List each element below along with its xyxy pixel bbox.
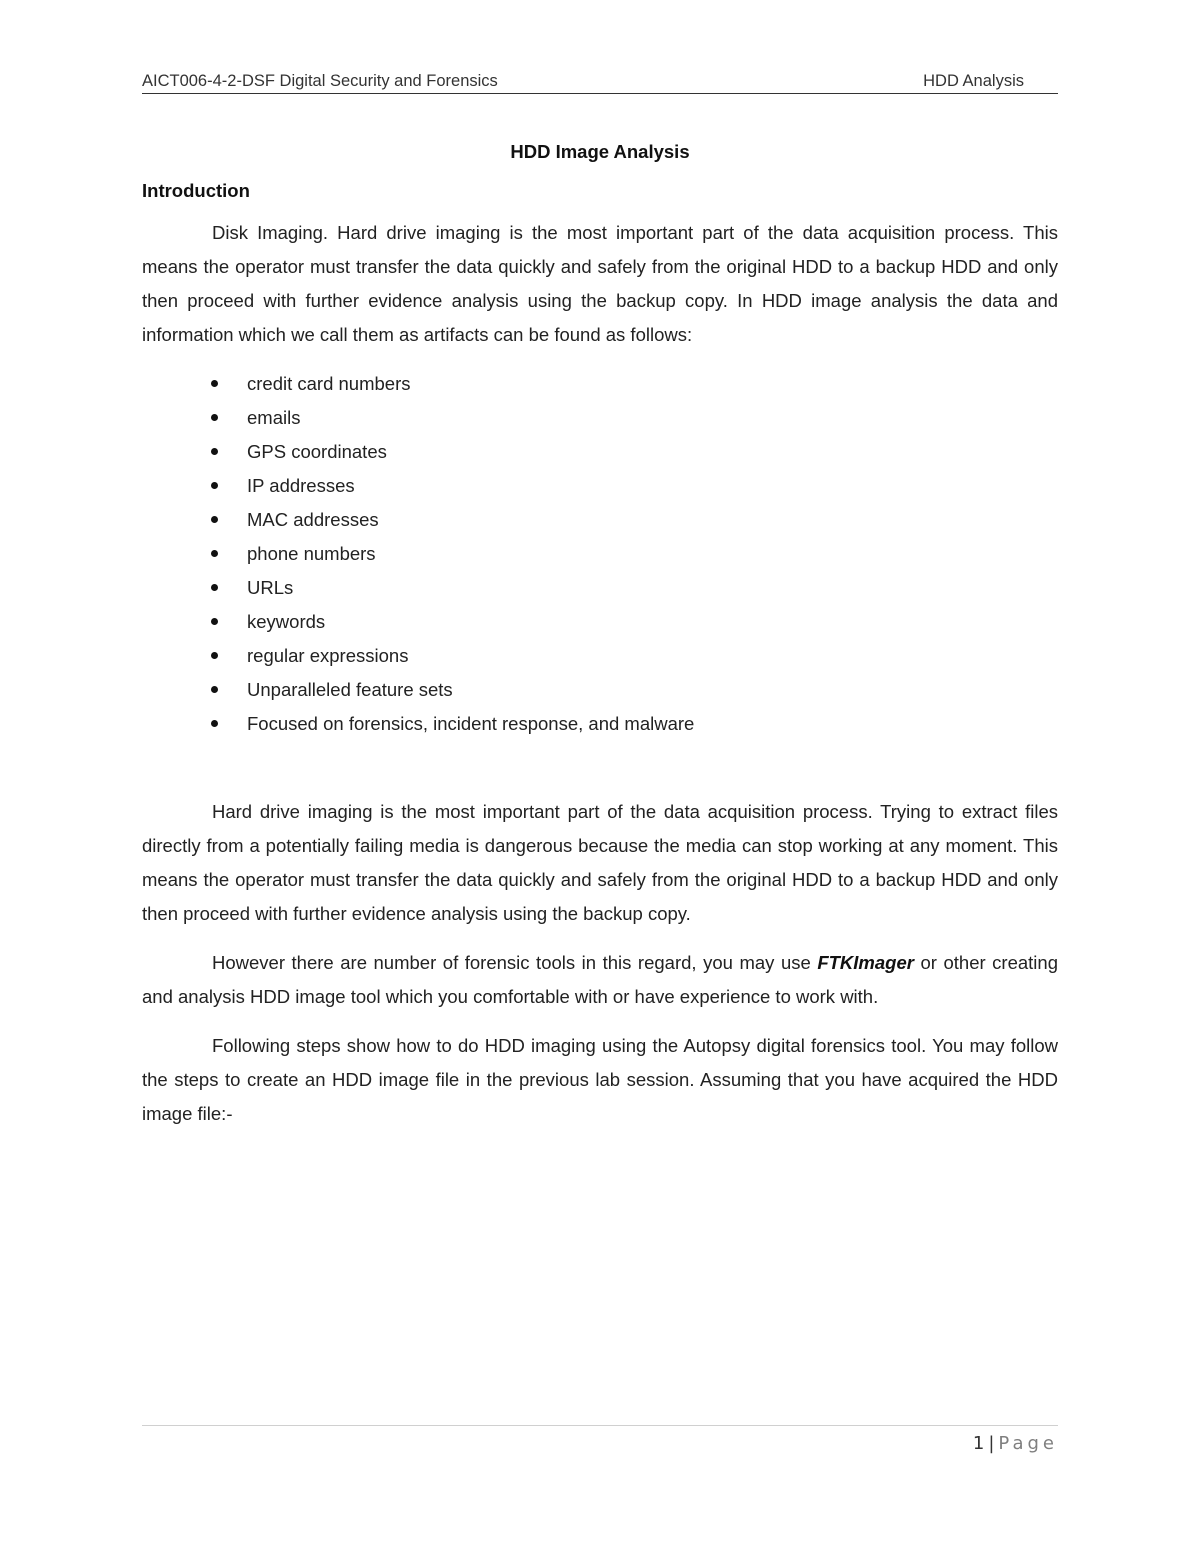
list-item [142,537,694,571]
list-item-text: phone numbers [247,543,376,564]
tools-paragraph-before: However there are number of forensic tools in this regard, you may use [212,952,818,973]
list-item [142,571,694,605]
list-item [142,469,694,503]
introduction-heading: Introduction [142,180,250,201]
page-footer [973,1433,1058,1454]
steps-paragraph: Following steps show how to do HDD imaging using the Autopsy digital forensics tool. You may follow the steps to create an HDD image file in the previous lab session. Assuming that you have acquired the HDD image file:- [142,1035,1058,1124]
bullet-icon [211,516,218,523]
artifact-list [142,367,694,741]
header-section-title: HDD Analysis [923,72,1024,90]
list-item-text: GPS coordinates [247,441,387,462]
list-item [142,639,694,673]
list-item-text: regular expressions [247,645,409,666]
imaging-paragraph: Hard drive imaging is the most important part of the data acquisition process. Trying to extract files directly from a potentially failing media is dangerous because the media can stop working at any moment. This means the operator must transfer the data quickly and safely from the original HDD to a backup HDD and only then proceed with further evidence analysis using the backup copy. [142,801,1058,924]
tool-name: FTKImager [817,952,914,973]
list-item [142,367,694,401]
list-item [142,435,694,469]
footer-separator: | [988,1433,995,1454]
list-item-text: URLs [247,577,294,598]
bullet-icon [211,380,218,387]
bullet-icon [211,652,218,659]
list-item [142,401,694,435]
list-item [142,707,694,741]
header-course-title: AICT006-4-2-DSF Digital Security and Forensics [142,72,498,90]
list-item-text: credit card numbers [247,373,411,394]
page-label: Page [998,1433,1058,1454]
list-item-text: keywords [247,611,326,632]
list-item-text: emails [247,407,301,428]
list-item-text: Unparalleled feature sets [247,679,453,700]
bullet-icon [211,618,218,625]
tools-paragraph-after: or other creating and analysis HDD image tool which you comfortable with or have experience to work with. [142,952,1058,1007]
page-header [142,68,1058,94]
bullet-icon [211,720,218,727]
list-item-text: MAC addresses [247,509,379,530]
list-item [142,605,694,639]
bullet-icon [211,686,218,693]
bullet-icon [211,550,218,557]
tools-paragraph [142,946,1058,1014]
page-number: 1 [972,1433,985,1454]
bullet-icon [211,584,218,591]
list-item [142,673,694,707]
intro-paragraph: Disk Imaging. Hard drive imaging is the most important part of the data acquisition process. This means the operator must transfer the data quickly and safely from the original HDD to a backup HDD and only then proceed with further evidence analysis using the backup copy. In HDD image analysis the data and information which we call them as artifacts can be found as follows: [142,222,1058,345]
bullet-icon [211,414,218,421]
list-item-text: Focused on forensics, incident response, and malware [247,713,695,734]
document-title: HDD Image Analysis [510,141,690,162]
list-item [142,503,694,537]
footer-divider [142,1425,1058,1426]
list-item-text: IP addresses [247,475,355,496]
bullet-icon [211,448,218,455]
bullet-icon [211,482,218,489]
